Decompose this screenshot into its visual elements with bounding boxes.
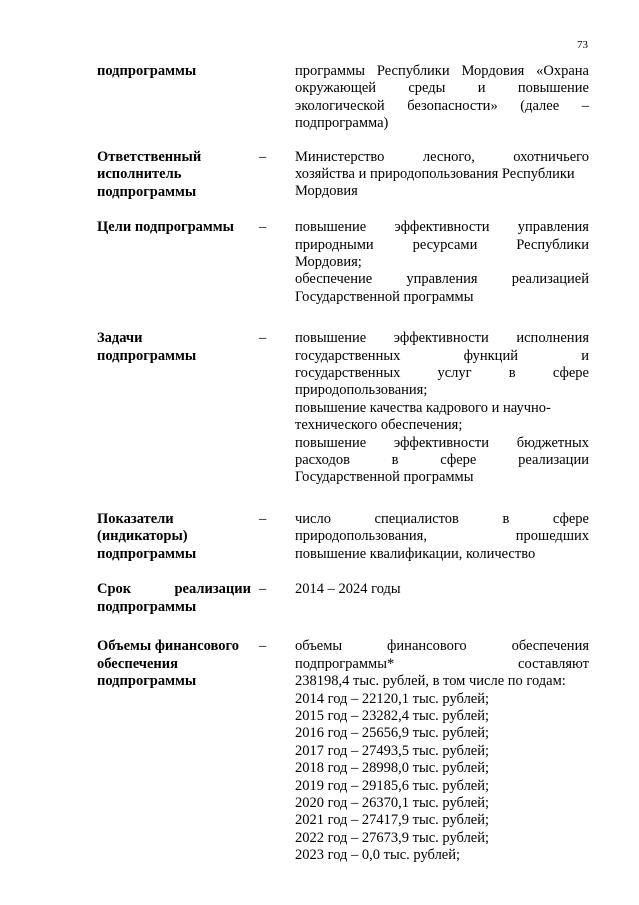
value-word: повышение качества кадрового и научно- [295,399,551,416]
passport-row [97,219,589,306]
value-line [295,830,589,847]
value-line [295,417,589,434]
passport-row-dash: – [259,581,267,598]
value-word: 2022 год – 27673,9 тыс. рублей; [295,829,490,846]
value-word: Государственной программы [295,469,474,486]
passport-row-label [97,638,251,691]
passport-row [97,511,589,564]
value-word: безопасности» [407,97,498,114]
value-word: эффективности [393,434,489,451]
label-line: подпрограммы [97,673,197,690]
value-word: повышение [295,219,367,236]
value-word: сфере [552,510,589,527]
value-line [295,778,589,795]
label-line: Задачи [97,330,143,347]
label-line: обеспечения [97,655,178,672]
value-word: Государственной программы [295,288,474,305]
passport-row-label [97,581,251,616]
label-line: Показатели [97,510,174,527]
value-word: лесного, [422,148,475,165]
value-word: управления [517,219,589,236]
label-line: подпрограммы [97,545,197,562]
label-line: Цели подпрограммы [97,219,234,236]
value-word: охотничьего [513,148,589,165]
value-word: 2014 год – 22120,1 тыс. рублей; [295,690,490,707]
passport-row-label [97,330,251,365]
value-word: в [508,364,516,381]
value-word: бюджетных [516,434,589,451]
passport-row-label [97,149,251,202]
value-line [295,237,589,254]
passport-row-dash: – [259,510,267,527]
value-word: составляют [518,655,589,672]
subprogram-passport-table [97,63,589,865]
value-word: Республики [516,236,589,253]
value-line [295,691,589,708]
passport-row [97,581,589,616]
label-line: исполнитель [97,166,182,183]
value-word: в [502,510,510,527]
label-line: подпрограммы [97,183,197,200]
label-word: Срок [97,581,132,598]
value-line [295,98,589,115]
value-line [295,760,589,777]
passport-row-value [295,219,589,306]
value-word: повышение [517,80,589,97]
value-word: 2020 год – 26370,1 тыс. рублей; [295,794,490,811]
value-word: услуг [437,364,472,381]
value-line [295,149,589,166]
value-line [295,725,589,742]
value-line [295,795,589,812]
value-word: «Охрана [536,63,589,79]
value-line [295,400,589,417]
value-word: реализации [518,452,589,468]
value-word: Мордовия [461,63,525,79]
passport-row-label [97,511,251,564]
value-line [295,80,589,97]
passport-row-dash: – [259,638,267,655]
passport-row-dash: – [259,148,267,165]
value-word: хозяйства и природопользования Республики [295,166,575,183]
value-word: реализацией [511,271,589,288]
passport-row-value [295,511,589,563]
value-word: прошедших [515,528,589,545]
value-word: государственных [295,347,401,364]
value-word: обеспечение [295,271,373,288]
value-word: объемы [295,638,343,655]
value-line [295,546,589,563]
value-word: сфере [552,364,589,381]
value-word: 2021 год – 27417,9 тыс. рублей; [295,812,490,829]
value-word: 2019 год – 29185,6 тыс. рублей; [295,777,490,794]
value-word: обеспечения [511,638,589,655]
value-word: управления [406,271,478,288]
value-word: ресурсами [412,236,478,253]
value-word: повышение квалификации, количество [295,545,536,562]
label-line: Ответственный [97,148,202,165]
value-line [295,271,589,288]
passport-row-dash: – [259,219,267,236]
label-line: подпрограммы [97,598,197,615]
value-line [295,63,589,80]
value-word: расходов [295,452,350,468]
passport-row-value [295,330,589,487]
value-word: функций [463,347,518,364]
label-word: реализации [174,581,251,598]
value-word: подпрограмма) [295,115,389,132]
value-word: 2016 год – 25656,9 тыс. рублей; [295,725,490,742]
value-word: экологической [295,97,385,114]
label-line: подпрограммы [97,63,197,79]
value-word: Мордовия [295,183,358,200]
value-word: 2018 год – 28998,0 тыс. рублей; [295,760,490,777]
value-word: (далее [520,97,560,114]
value-word: Мордовия; [295,253,362,270]
value-line [295,743,589,760]
passport-row [97,638,589,864]
value-word: 2017 год – 27493,5 тыс. рублей; [295,742,490,759]
value-word: Республики [376,63,450,79]
passport-row-dash: – [259,330,267,347]
value-word: государственных [295,364,401,381]
value-word: повышение [295,434,367,451]
value-line [295,382,589,399]
passport-row [97,149,589,202]
value-word: 238198,4 тыс. рублей, в том числе по годам: [295,673,566,690]
label-line: подпрограммы [97,347,197,364]
value-line [295,289,589,306]
value-line [295,638,589,655]
value-line [295,812,589,829]
value-word: специалистов [374,510,459,527]
value-line [295,254,589,271]
passport-row [97,63,589,133]
value-word: природопользования; [295,382,428,399]
value-line [295,656,589,673]
passport-row-value [295,581,589,598]
value-line [295,348,589,365]
label-line: (индикаторы) [97,528,188,545]
value-word: – [581,97,589,114]
value-word: 2015 год – 23282,4 тыс. рублей; [295,707,490,724]
value-word: повышение [295,330,367,347]
value-word: среды [408,80,446,97]
value-line [295,330,589,347]
label-line: Объемы финансового [97,638,240,655]
value-line [295,452,589,469]
passport-row-label [97,219,251,237]
value-word: исполнения [516,330,589,347]
value-word: природопользования, [295,528,427,545]
value-word: эффективности [393,330,489,347]
value-line [295,365,589,382]
value-line [295,469,589,486]
value-line [295,219,589,236]
value-word: финансового [387,638,467,655]
value-line [295,435,589,452]
value-line [295,847,589,864]
passport-row [97,330,589,487]
value-word: и [477,80,486,97]
value-line [295,115,589,132]
value-line [295,183,589,200]
value-word: природными [295,236,374,253]
value-line [295,528,589,545]
passport-row-value [295,63,589,133]
passport-row-label [97,63,251,81]
value-word: 2023 год – 0,0 тыс. рублей; [295,847,461,864]
value-word: в [391,452,399,468]
value-line [295,581,589,598]
value-word: сфере [440,452,477,468]
value-word: технического обеспечения; [295,417,463,434]
value-word: окружающей [295,80,377,97]
value-word: число [295,510,331,527]
value-line [295,511,589,528]
value-word: Министерство [295,148,385,165]
value-word: и [581,347,589,364]
value-line [295,673,589,690]
label-line [97,581,251,599]
value-line [295,708,589,725]
passport-row-value [295,149,589,201]
value-line [295,166,589,183]
page-number: 73 [577,39,588,51]
value-word: программы [295,63,365,79]
value-word: подпрограммы* [295,655,395,672]
value-word: 2014 – 2024 годы [295,581,401,598]
passport-row-value [295,638,589,864]
value-word: эффективности [394,219,490,236]
